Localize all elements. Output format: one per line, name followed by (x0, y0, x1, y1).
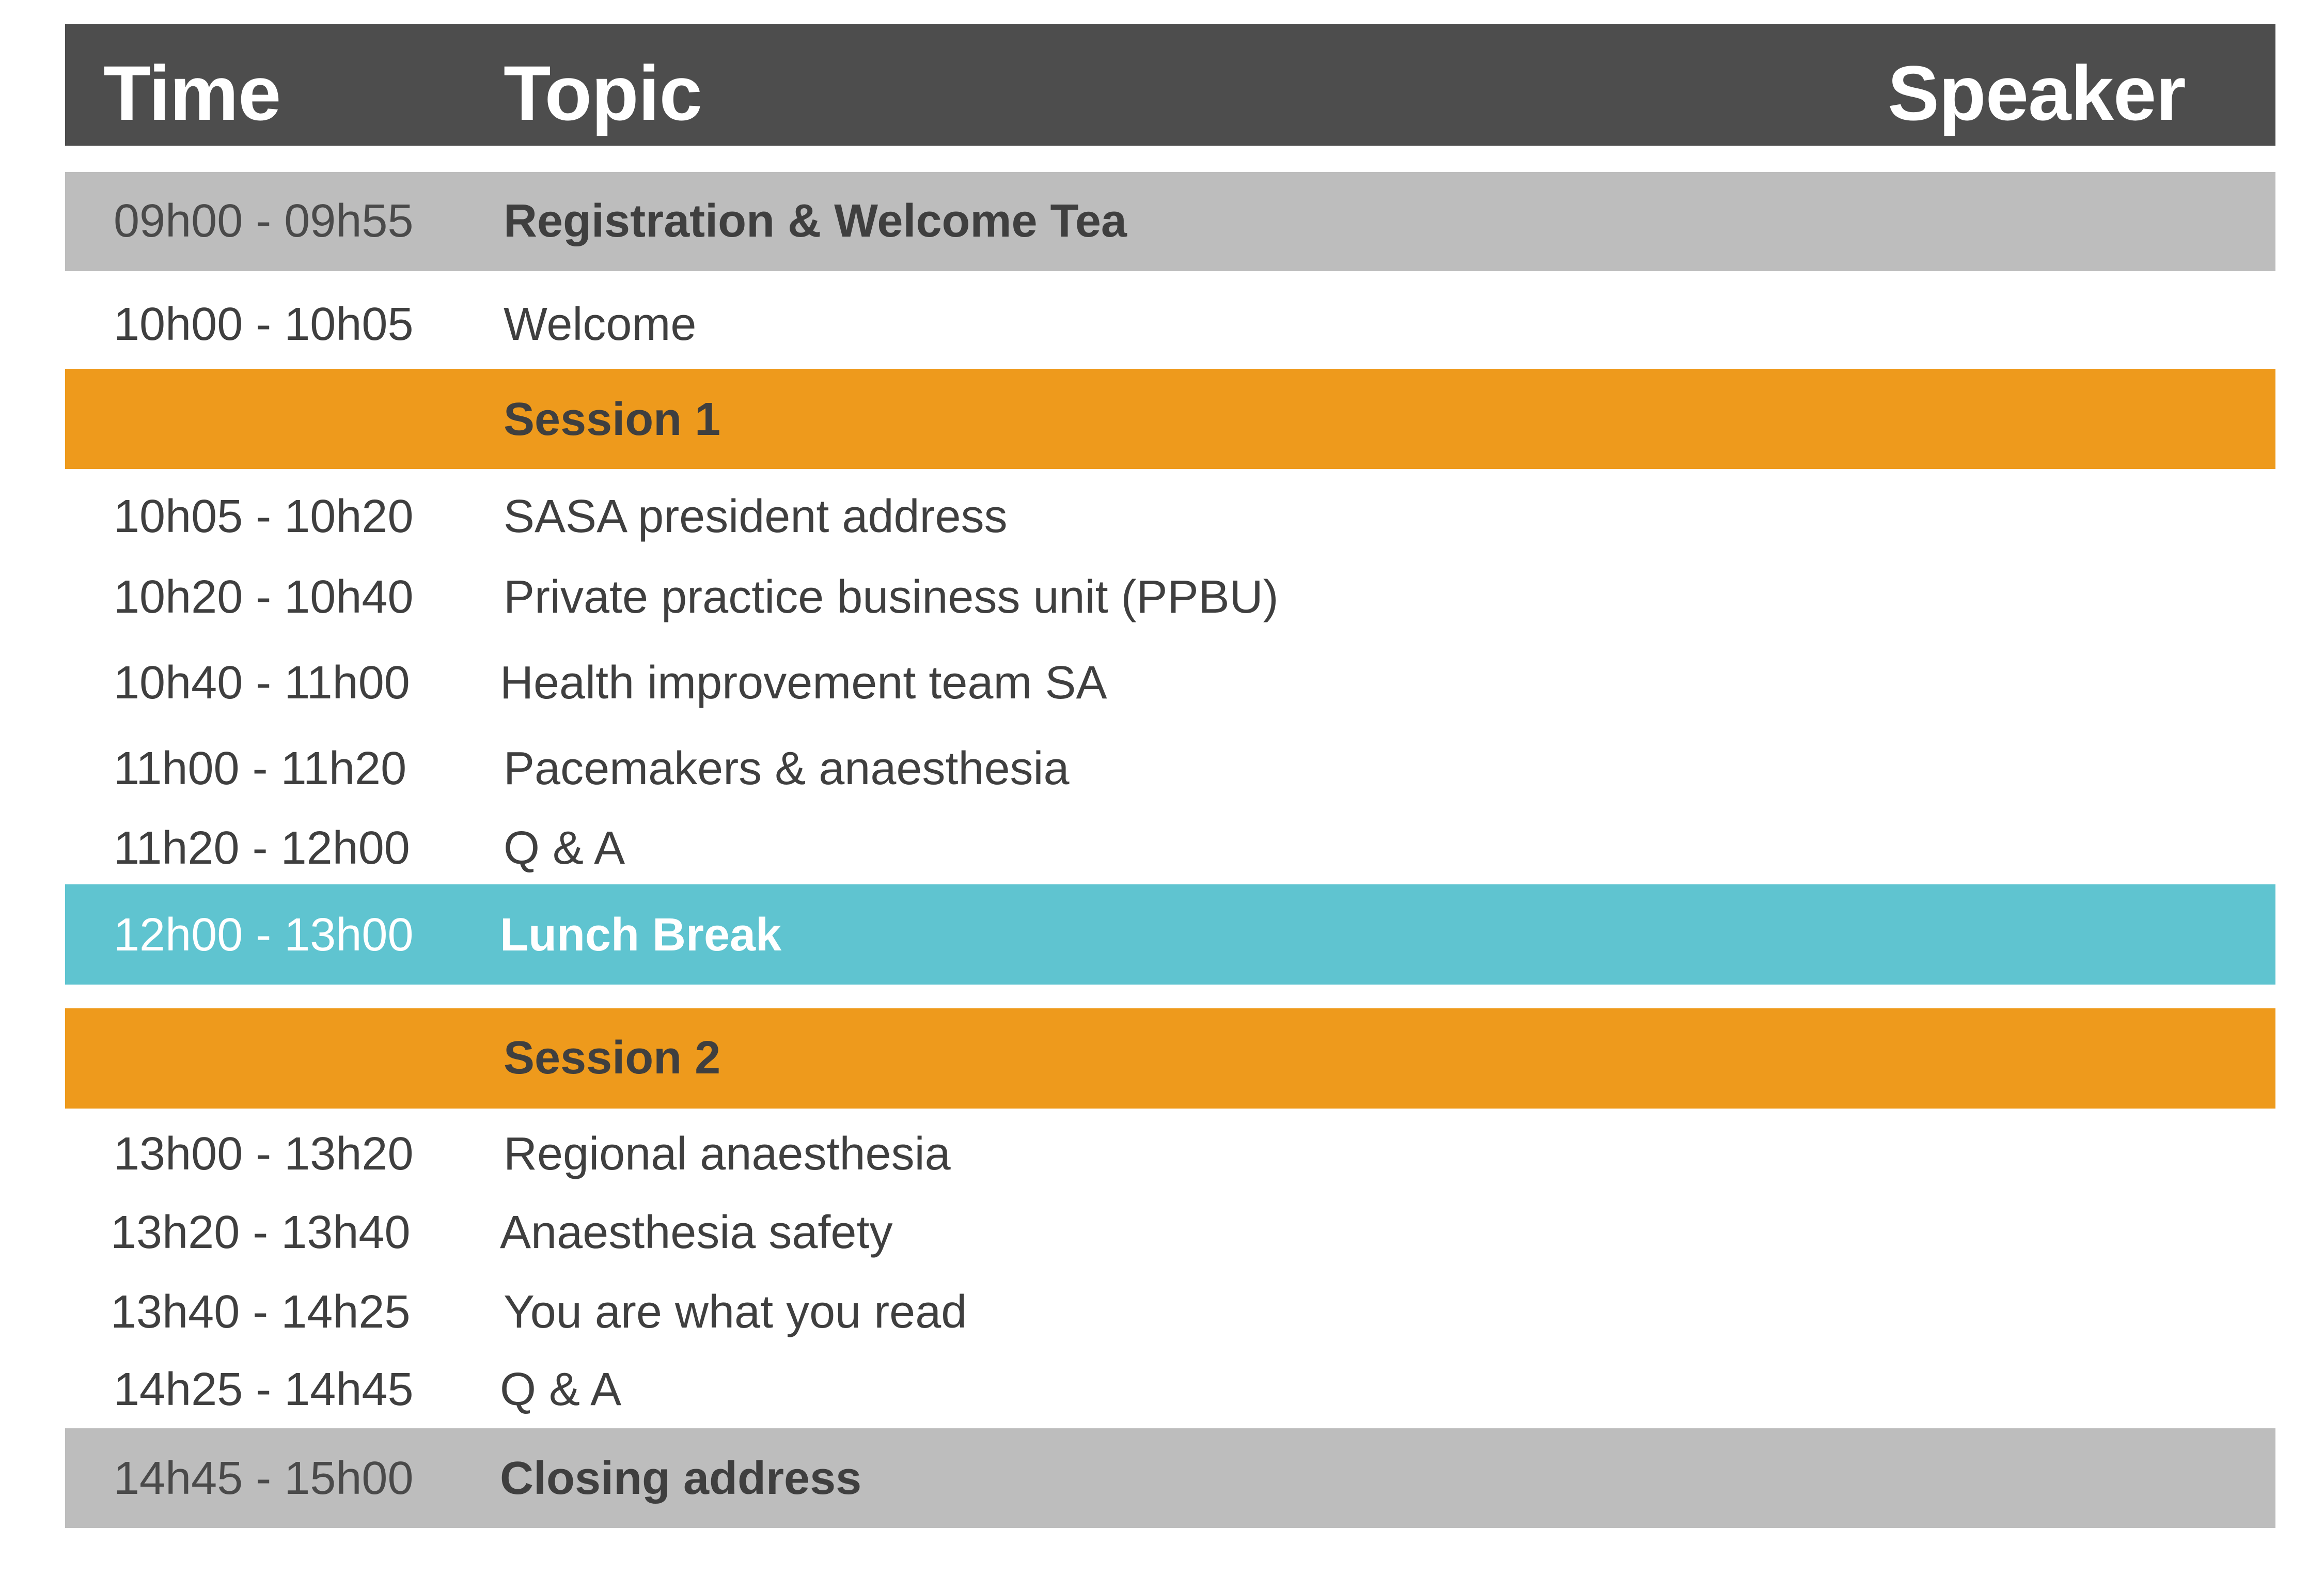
row-time-registration: 09h00 - 09h55 (114, 195, 414, 247)
row-time-lunch: 12h00 - 13h00 (114, 909, 414, 961)
row-topic-safety: Anaesthesia safety (500, 1207, 893, 1258)
row-topic-ppbu: Private practice business unit (PPBU) (504, 571, 1279, 623)
row-topic-closing: Closing address (500, 1453, 862, 1504)
header-topic: Topic (504, 50, 702, 136)
session-2-band (65, 1008, 2275, 1109)
session-1-band (65, 369, 2275, 469)
row-topic-registration: Registration & Welcome Tea (504, 195, 1127, 247)
session-1-title: Session 1 (504, 394, 721, 445)
row-time-qa-2: 14h25 - 14h45 (114, 1364, 414, 1415)
row-topic-pacemakers: Pacemakers & anaesthesia (504, 743, 1070, 794)
row-topic-qa-2: Q & A (500, 1364, 622, 1415)
row-topic-read: You are what you read (504, 1286, 967, 1338)
row-time-safety: 13h20 - 13h40 (111, 1207, 411, 1258)
row-topic-health: Health improvement team SA (500, 657, 1107, 709)
row-topic-welcome: Welcome (504, 299, 697, 350)
row-time-pacemakers: 11h00 - 11h20 (114, 743, 407, 794)
session-2-title: Session 2 (504, 1032, 721, 1084)
row-time-qa-1: 11h20 - 12h00 (114, 822, 410, 874)
header-speaker: Speaker (1888, 50, 2186, 136)
row-time-sasa: 10h05 - 10h20 (114, 491, 414, 542)
row-time-welcome: 10h00 - 10h05 (114, 299, 414, 350)
row-topic-lunch: Lunch Break (500, 909, 782, 961)
row-time-regional: 13h00 - 13h20 (114, 1128, 414, 1180)
row-time-closing: 14h45 - 15h00 (114, 1453, 414, 1504)
row-time-read: 13h40 - 14h25 (111, 1286, 411, 1338)
row-time-health: 10h40 - 11h00 (114, 657, 410, 709)
header-time: Time (103, 50, 281, 136)
row-time-ppbu: 10h20 - 10h40 (114, 571, 414, 623)
row-topic-regional: Regional anaesthesia (504, 1128, 951, 1180)
row-topic-sasa: SASA president address (504, 491, 1008, 542)
row-topic-qa-1: Q & A (504, 822, 625, 874)
